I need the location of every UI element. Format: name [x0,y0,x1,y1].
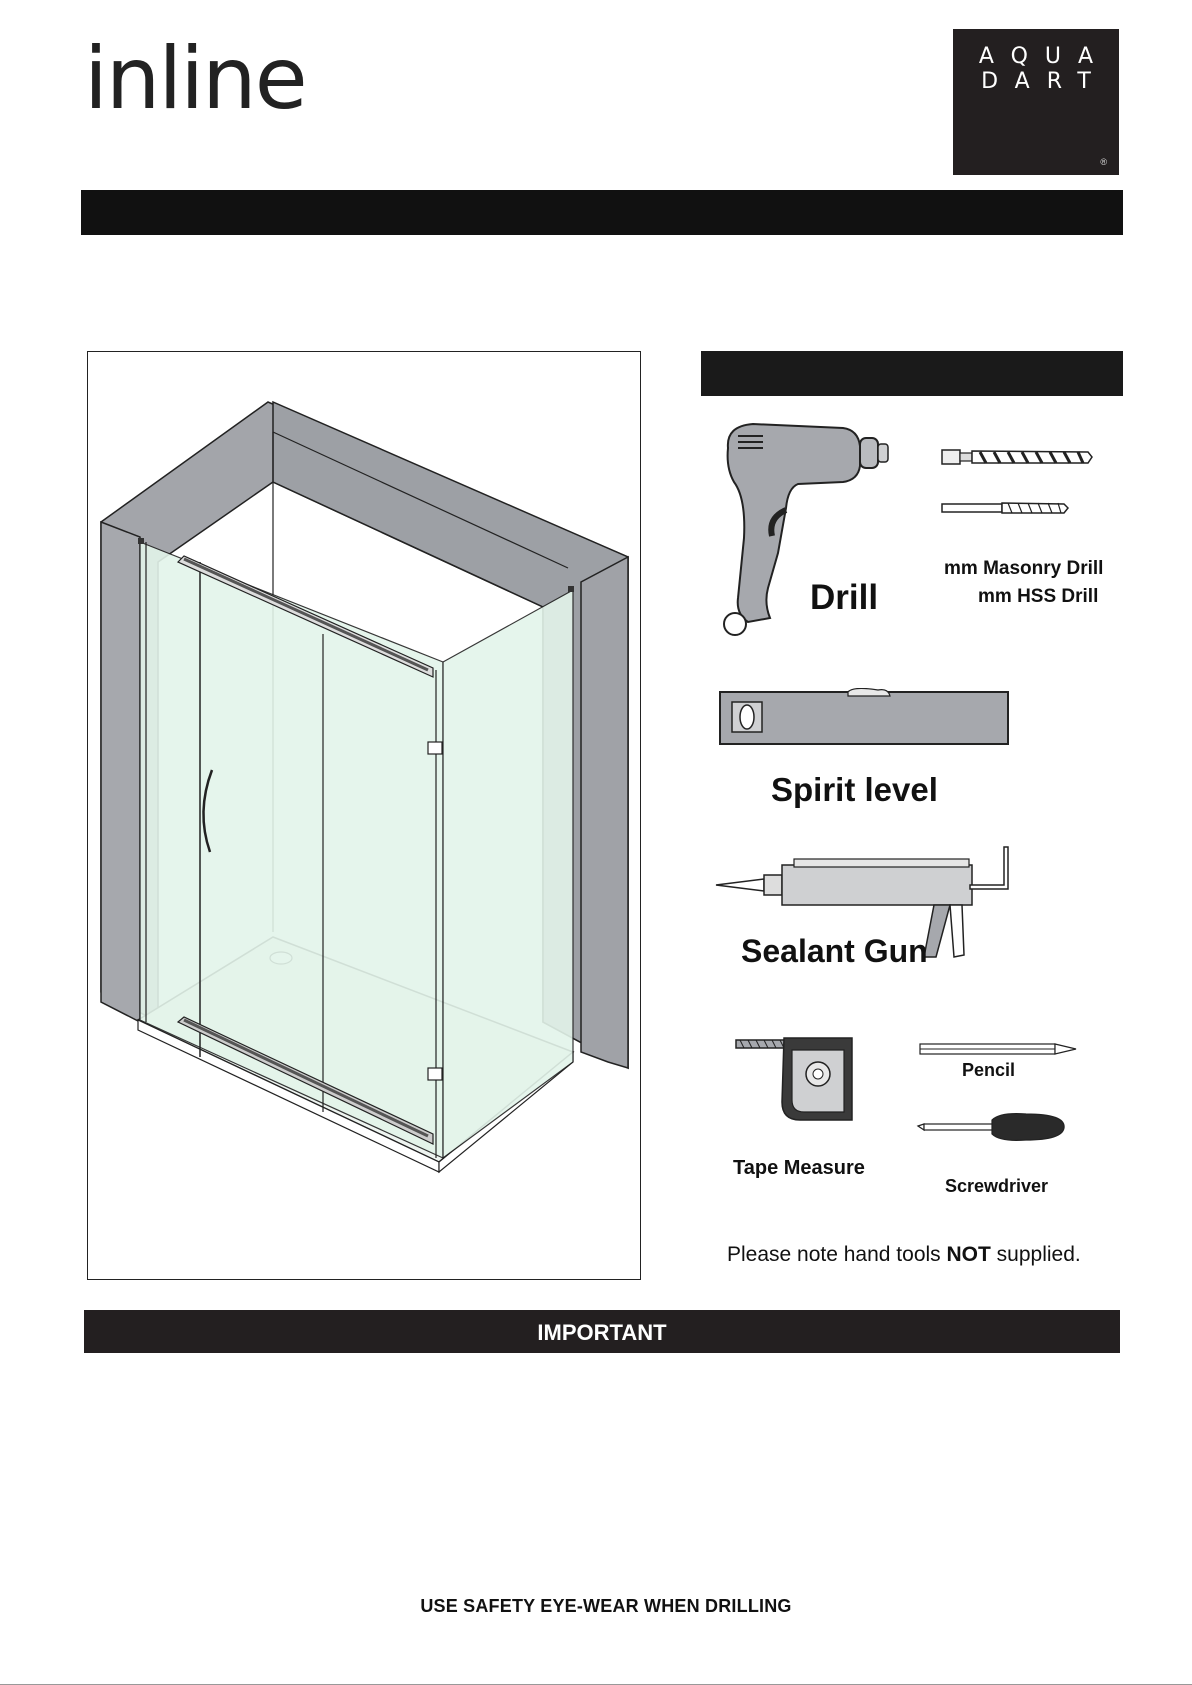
important-heading: IMPORTANT [84,1310,1120,1353]
tape-measure-icon [734,1036,854,1126]
masonry-drill-label: mm Masonry Drill [944,558,1104,579]
shower-enclosure-figure [87,351,641,1280]
pencil-label: Pencil [962,1060,1016,1080]
aquadart-logo-line1: AQUA [978,44,1111,69]
safety-notice: USE SAFETY EYE-WEAR WHEN DRILLING [420,1596,792,1616]
screwdriver-icon [916,1110,1066,1146]
hand-tools-note [727,1243,1081,1267]
tools-required-bar [701,351,1123,396]
hss-drill-label: mm HSS Drill [978,586,1099,607]
inline-logo: inline [84,29,306,129]
shower-enclosure-illustration [88,352,642,1281]
tape-measure-label: Tape Measure [733,1157,865,1179]
spirit-level-icon [718,688,1013,748]
registered-mark: ® [1100,157,1107,167]
sealant-gun-label: Sealant Gun [741,933,928,969]
pencil-icon [918,1040,1078,1060]
note-suffix: supplied. [990,1243,1081,1266]
aquadart-logo-line2: DART [981,69,1108,94]
aquadart-logo [953,29,1119,175]
note-prefix: Please note hand tools [727,1243,947,1266]
drill-label: Drill [810,578,879,617]
screwdriver-label: Screwdriver [945,1176,1049,1196]
spirit-level-label: Spirit level [771,771,938,808]
title-bar [81,190,1123,235]
drill-bits-icon [940,442,1100,522]
note-emphasis: NOT [946,1243,991,1266]
